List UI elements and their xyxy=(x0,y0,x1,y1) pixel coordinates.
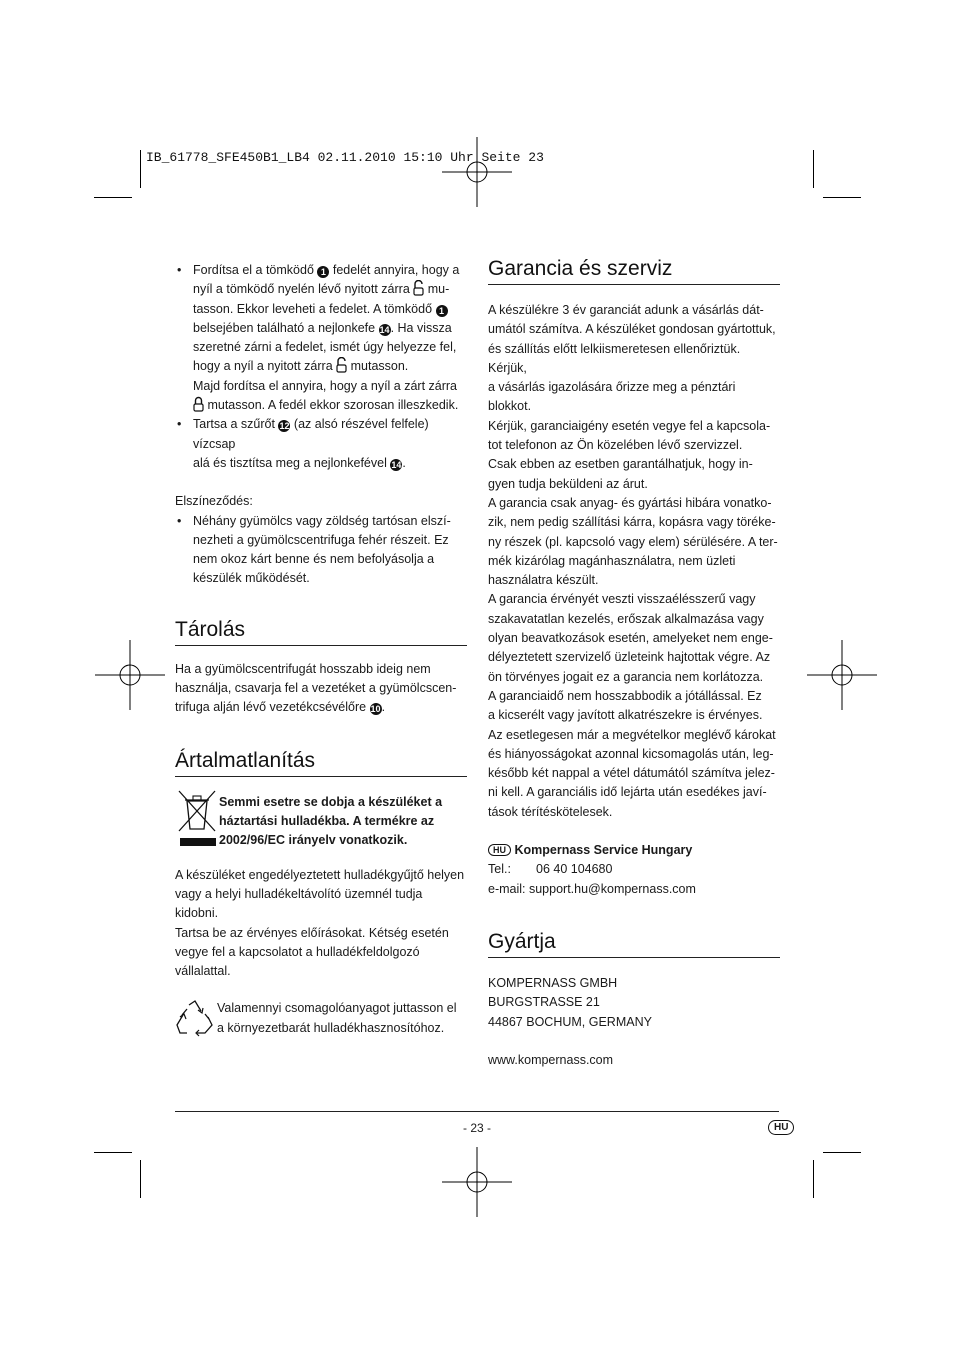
storage-paragraph: Ha a gyümölcscentrifugát hosszabb ideig nem használja, csavarja fel a vezetéket a gyümölcscen- trifuga alján lévő vezetékcsévélőre 10. xyxy=(175,661,457,715)
registration-mark-right xyxy=(805,638,879,712)
list-item: • Tartsa a szűrőt 12 (az alsó részével felfele) vízcsap alá és tisztítsa meg a nejlonkefével 14. xyxy=(175,415,467,473)
section-title-warranty: Garancia és szerviz xyxy=(488,256,780,285)
part-number-badge: 1 xyxy=(436,305,448,317)
right-column xyxy=(488,256,780,1070)
part-number-badge: 1 xyxy=(317,266,329,278)
footer-country-badge: HU xyxy=(768,1120,794,1135)
open-lock-icon xyxy=(413,280,424,296)
registration-mark-top xyxy=(440,135,514,209)
registration-mark-bottom xyxy=(440,1145,514,1219)
print-slug: IB_61778_SFE450B1_LB4 02.11.2010 15:10 Uhr Seite 23 xyxy=(146,150,544,165)
part-number-badge: 14 xyxy=(391,459,402,470)
bin-notice: Semmi esetre se dobja a készüléket a háztartási hulladékba. A termékre az 2002/96/EC irányelv vonatkozik. xyxy=(175,789,467,849)
page-number: - 23 - xyxy=(462,1121,491,1135)
warranty-paragraph: A készülékre 3 év garanciát adunk a vásárlás dát- umától számítva. A készüléket gondosan gyártottuk, és szállítás előtt lelkiismeretesen ellenőriztük. Kérjük, a vásárlás igazolására őrizze meg a pénztári blokkot. Kérjük, garanciaigény esetén vegye fel a kapcsola- tot telefonon az Ön közelében lévő szervizzel. Csak ebben az esetben garantálhatjuk, hogy in- gyen tudja beküldeni az árut. A garancia csak anyag- és gyártási hibára vonatko- zik, nem pedig szállítási kárra, kopásra vagy töréke- ny részek (pl. kapcsoló vagy elem) sérülésére. A ter- mék kizárólag magánhasználatra, nem üzleti használatra készült. A garancia érvényét veszti visszaélésszerű vagy szakavatatlan kezelés, erőszak alkalmazása vagy olyan beavatkozások esetén, amelyeket nem enge- délyeztetett szervizelő üzleteink hajtottak végre. Az ön törvényes jogait ez a garancia nem korlátozza. A garanciaidő nem hosszabbodik a jótállással. Ez a kicserélt vagy javított alkatrészekre is érvényes. Az esetlegesen már a megvételkor meglévő károkat és hiányosságokat azonnal kicsomagolás után, leg- később két nappal a vétel dátumától számítva jelez- ni kell. A garanciális idő lejárta után esedékes javí- tások térítéskötelesek. xyxy=(488,303,778,819)
left-column xyxy=(175,261,467,1039)
country-badge: HU xyxy=(488,844,511,856)
footer-rule xyxy=(175,1111,779,1112)
crossed-bin-icon xyxy=(177,789,217,851)
recycle-notice: Valamennyi csomagolóanyagot juttasson el a környezetbarát hulladékhasznosítóhoz. xyxy=(175,999,467,1039)
section-title-disposal: Ártalmatlanítás xyxy=(175,748,467,777)
discoloration-heading: Elszíneződés: xyxy=(175,494,253,509)
service-contact: HU Kompernass Service Hungary Tel.: 06 40 104680 e-mail: support.hu@kompernass.com xyxy=(488,843,696,896)
part-number-badge: 12 xyxy=(279,421,290,432)
registration-mark-left xyxy=(93,638,167,712)
section-title-storage: Tárolás xyxy=(175,617,467,646)
list-item: • Néhány gyümölcs vagy zöldség tartósan elszí- nezheti a gyümölcscentrifuga fehér részeit. Ez nem okoz kárt benne és nem befolyásolja a készülék működését. xyxy=(175,512,467,589)
manufacturer-address: KOMPERNASS GMBH BURGSTRASSE 21 44867 BOCHUM, GERMANY xyxy=(488,975,652,1029)
manufacturer-website[interactable]: www.kompernass.com xyxy=(488,1052,614,1067)
part-number-badge: 14 xyxy=(379,324,390,335)
disposal-paragraph: A készüléket engedélyeztetett hulladékgyűjtő helyen vagy a helyi hulladékeltávolító üzemnél tudja kidobni. Tartsa be az érvényes előírásokat. Kétség esetén vegye fel a kapcsolatot a hulladékfeldolgozó vállalattal. xyxy=(175,867,465,979)
part-number-badge: 10 xyxy=(370,704,381,715)
section-title-manufacturer: Gyártja xyxy=(488,929,780,958)
closed-lock-icon xyxy=(193,396,204,412)
recycle-icon xyxy=(175,999,215,1037)
list-item: • Fordítsa el a tömködő 1 fedelét annyira, hogy a nyíl a tömködő nyelén lévő nyitott zárra mu- tasson. Ekkor leveheti a fedelet. A tömködő 1 belsejében található a nejlonkefe 14. Ha vissza szeretné zárni a fedelet, ismét úgy helyezze fel, hogy a nyíl a nyitott zárra mutasson. Majd fordítsa el annyira, hogy a nyíl a zárt zárra mutasson. A fedél ekkor szorosan illeszkedik. xyxy=(175,261,467,415)
open-lock-icon xyxy=(336,357,347,373)
service-email[interactable]: e-mail: support.hu@kompernass.com xyxy=(488,881,696,896)
